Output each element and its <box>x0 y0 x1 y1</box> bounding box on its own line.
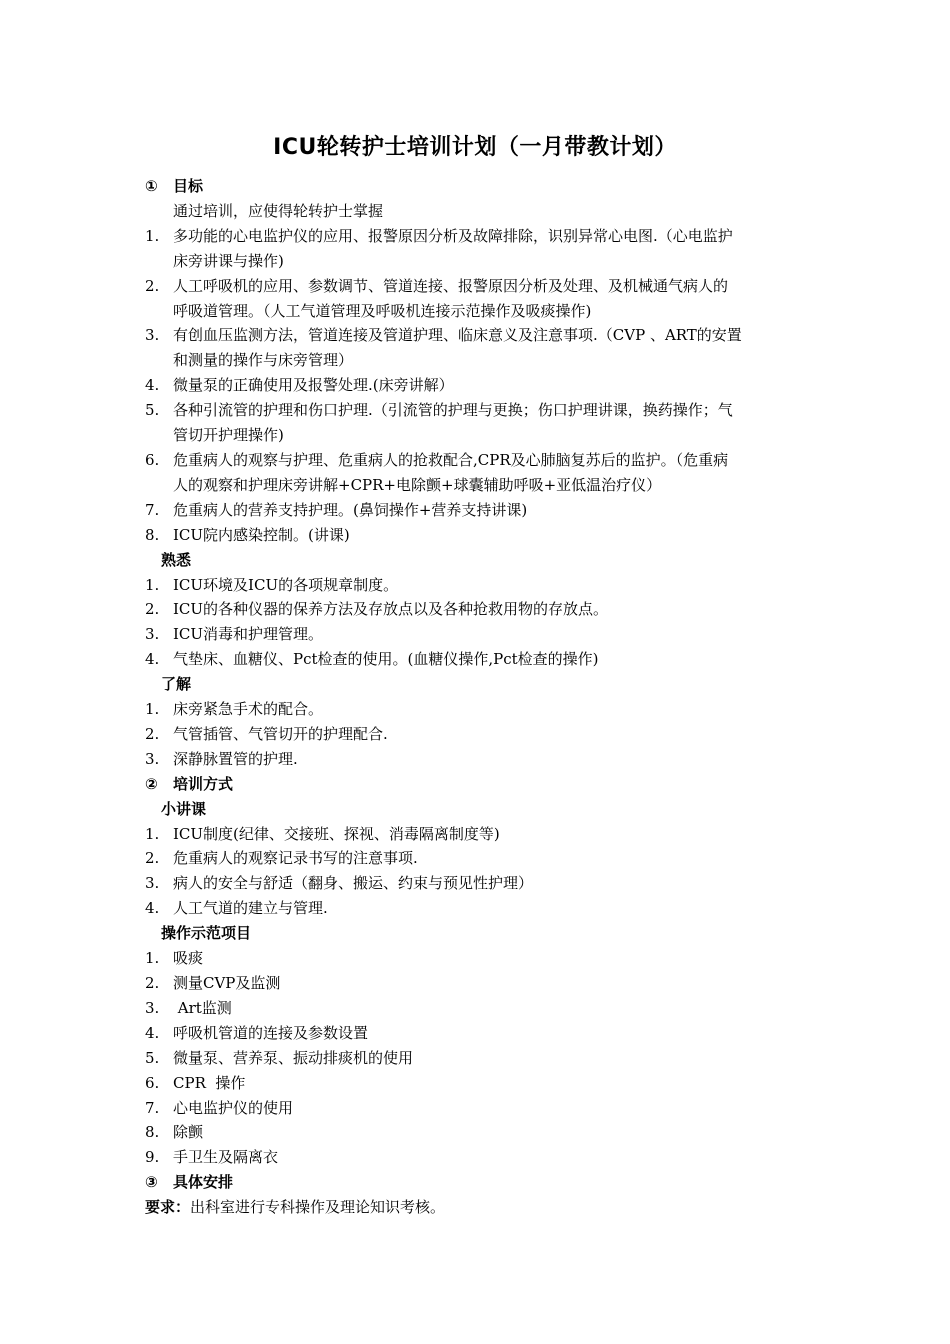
item-number: 4. <box>145 1023 160 1042</box>
item-text: ICU制度(纪律、交接班、探视、消毒隔离制度等) <box>173 824 500 843</box>
section-goals-heading <box>145 174 810 199</box>
master-list <box>145 224 810 548</box>
item-text: 病人的安全与舒适（翻身、搬运、约束与预见性护理） <box>173 874 534 893</box>
list-item <box>145 996 810 1021</box>
list-item <box>145 1096 810 1121</box>
requirement-text: 出科室进行专科操作及理论知识考核。 <box>190 1198 446 1217</box>
list-item <box>145 946 810 971</box>
item-text: 人工气道的建立与管理. <box>173 899 328 918</box>
item-text: 吸痰 <box>173 949 204 968</box>
list-item <box>145 398 810 448</box>
lecture-heading: 小讲课 <box>161 799 207 818</box>
list-item <box>145 1046 810 1071</box>
section-training-heading <box>145 772 810 797</box>
item-number: 3. <box>145 625 160 644</box>
item-number: 2. <box>145 974 160 992</box>
item-text: Art监测 <box>173 998 232 1017</box>
item-number: 1. <box>145 226 160 245</box>
item-number: 2. <box>145 276 160 295</box>
item-text: 多功能的心电监护仪的应用、报警原因分析及故障排除，识别异常心电图.（心电监护 <box>173 226 733 245</box>
item-text: 手卫生及隔离衣 <box>173 1148 279 1167</box>
list-item <box>145 971 810 996</box>
item-number: 3. <box>145 326 160 345</box>
section-heading-text: 目标 <box>173 177 204 195</box>
list-item <box>145 846 810 871</box>
section-schedule-heading <box>145 1170 810 1195</box>
item-text: 深静脉置管的护理. <box>173 749 298 768</box>
list-item <box>145 1021 810 1046</box>
section-heading-text: 培训方式 <box>173 774 234 793</box>
goals-intro: 通过培训，应使得轮转护士掌握 <box>173 201 384 220</box>
item-text: 床旁紧急手术的配合。 <box>173 700 324 719</box>
list-item <box>145 697 810 722</box>
familiar-heading: 熟悉 <box>161 550 192 569</box>
familiar-list <box>145 573 810 673</box>
requirement-line <box>145 1195 810 1220</box>
item-text-cont: 管切开护理操作) <box>173 426 284 445</box>
item-number: 4. <box>145 650 160 669</box>
list-item <box>145 498 810 523</box>
item-number: 5. <box>145 401 160 420</box>
item-text: 各种引流管的护理和伤口护理.（引流管的护理与更换；伤口护理讲课，换药操作；气 <box>173 401 733 420</box>
item-number: 7. <box>145 500 160 519</box>
item-text: 气垫床、血糖仪、Pct检查的使用。(血糖仪操作,Pct检查的操作) <box>173 650 599 669</box>
list-item <box>145 896 810 921</box>
item-number: 4. <box>145 899 160 918</box>
item-text: 微量泵、营养泵、振动排痰机的使用 <box>173 1048 414 1067</box>
item-text: CPR 操作 <box>173 1073 246 1092</box>
list-item <box>145 647 810 672</box>
item-text: ICU的各种仪器的保养方法及存放点以及各种抢救用物的存放点。 <box>173 600 609 619</box>
item-number: 3. <box>145 998 160 1017</box>
list-item <box>145 323 810 373</box>
know-heading: 了解 <box>161 675 192 694</box>
item-text: 有创血压监测方法，管道连接及管道护理、临床意义及注意事项.（CVP 、ART的安置 <box>173 326 742 345</box>
item-number: 2. <box>145 724 160 743</box>
list-item <box>145 722 810 747</box>
item-number: 3. <box>145 874 160 893</box>
item-text-cont: 人的观察和护理床旁讲解+CPR+电除颤+球囊辅助呼吸+亚低温治疗仪） <box>173 475 662 494</box>
item-text: ICU院内感染控制。(讲课) <box>173 525 350 544</box>
item-number: 9. <box>145 1148 160 1167</box>
item-text: 危重病人的营养支持护理。(鼻饲操作+营养支持讲课) <box>173 500 528 519</box>
item-text: 微量泵的正确使用及报警处理.(床旁讲解） <box>173 376 454 395</box>
item-text-cont: 呼吸道管理。（人工气道管理及呼吸机连接示范操作及吸痰操作) <box>173 301 592 320</box>
item-text: 危重病人的观察与护理、危重病人的抢救配合,CPR及心肺脑复苏后的监护。（危重病 <box>173 450 729 469</box>
item-text: 人工呼吸机的应用、参数调节、管道连接、报警原因分析及处理、及机械通气病人的 <box>173 276 729 295</box>
item-number: 8. <box>145 525 160 544</box>
item-number: 2. <box>145 600 160 619</box>
item-number: 4. <box>145 376 160 395</box>
item-text: 气管插管、气管切开的护理配合. <box>173 724 388 743</box>
list-item <box>145 523 810 548</box>
lecture-list <box>145 822 810 922</box>
section-heading-text: 具体安排 <box>173 1173 234 1192</box>
list-item <box>145 573 810 598</box>
list-item <box>145 274 810 324</box>
item-number: 6. <box>145 1073 160 1092</box>
list-item <box>145 871 810 896</box>
list-item <box>145 822 810 847</box>
item-number: 1. <box>145 575 160 594</box>
item-number: 3. <box>145 749 160 768</box>
item-text: ICU环境及ICU的各项规章制度。 <box>173 575 399 594</box>
item-text-cont: 和测量的操作与床旁管理） <box>173 351 354 370</box>
item-number: 2. <box>145 849 160 868</box>
section-marker: ② <box>145 774 158 793</box>
section-marker: ③ <box>145 1173 158 1192</box>
section-marker: ① <box>145 177 158 195</box>
demo-heading: 操作示范项目 <box>161 924 252 943</box>
list-item <box>145 747 810 772</box>
list-item <box>145 1145 810 1170</box>
page-title: ICU轮转护士培训计划（一月带教计划） <box>273 135 677 160</box>
document-body <box>145 174 810 1220</box>
item-text: 心电监护仪的使用 <box>173 1098 294 1117</box>
list-item <box>145 1071 810 1096</box>
item-number: 5. <box>145 1048 160 1067</box>
know-list <box>145 697 810 772</box>
list-item <box>145 224 810 274</box>
item-number: 1. <box>145 824 160 843</box>
item-number: 6. <box>145 450 160 469</box>
item-text: ICU消毒和护理管理。 <box>173 625 324 644</box>
item-text: 危重病人的观察记录书写的注意事项. <box>173 849 418 868</box>
list-item <box>145 597 810 622</box>
item-number: 8. <box>145 1123 160 1142</box>
item-text-cont: 床旁讲课与操作) <box>173 251 284 270</box>
item-number: 1. <box>145 700 160 719</box>
list-item <box>145 448 810 498</box>
list-item <box>145 622 810 647</box>
demo-list <box>145 946 810 1170</box>
list-item <box>145 1120 810 1145</box>
item-text: 呼吸机管道的连接及参数设置 <box>173 1023 369 1042</box>
list-item <box>145 373 810 398</box>
item-number: 1. <box>145 949 160 968</box>
item-text: 除颤 <box>173 1123 204 1142</box>
item-number: 7. <box>145 1098 160 1117</box>
item-text: 测量CVP及监测 <box>173 974 281 992</box>
requirement-label: 要求： <box>145 1198 191 1217</box>
